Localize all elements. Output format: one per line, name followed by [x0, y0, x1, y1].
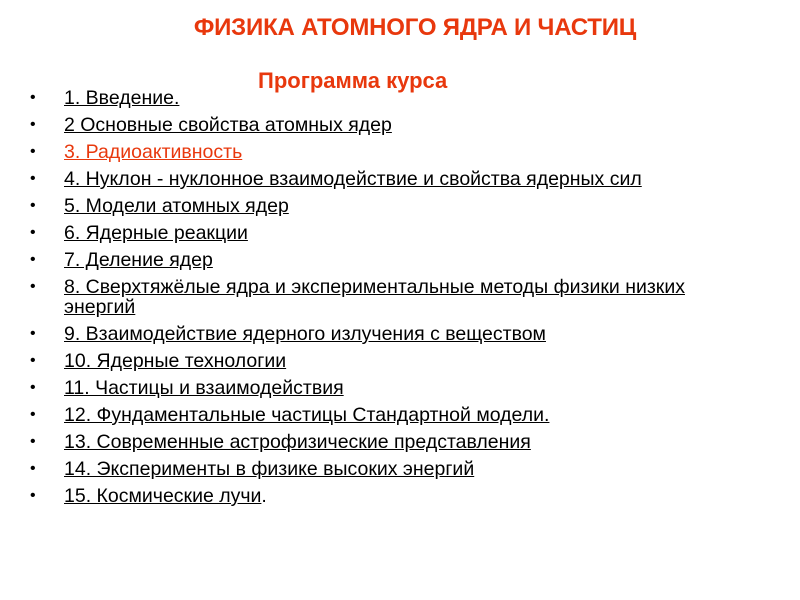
program-link-11[interactable]: 11. Частицы и взаимодействия	[64, 377, 344, 399]
program-link-8[interactable]: 8. Сверхтяжёлые ядра и экспериментальные методы физики низких энергий	[64, 276, 685, 318]
bullet-icon: •	[30, 224, 36, 241]
bullet-icon: •	[30, 460, 36, 477]
list-item	[26, 277, 758, 317]
program-link-4[interactable]: 4. Нуклон - нуклонное взаимодействие и свойства ядерных сил	[64, 168, 642, 190]
program-link-6[interactable]: 6. Ядерные реакции	[64, 222, 248, 244]
program-link-5[interactable]: 5. Модели атомных ядер	[64, 195, 289, 217]
bullet-icon: •	[30, 379, 36, 396]
list-item	[26, 169, 758, 189]
bullet-icon: •	[30, 487, 36, 504]
list-item	[26, 378, 758, 398]
list-item	[26, 115, 758, 135]
bullet-icon: •	[30, 197, 36, 214]
course-program-list	[26, 88, 758, 513]
program-link-3[interactable]: 3. Радиоактивность	[64, 141, 243, 163]
list-item	[26, 142, 758, 162]
list-item	[26, 351, 758, 371]
program-link-15[interactable]: 15. Космические лучи	[64, 485, 262, 507]
list-item	[26, 196, 758, 216]
bullet-icon: •	[30, 433, 36, 450]
list-item	[26, 324, 758, 344]
bullet-icon: •	[30, 325, 36, 342]
list-item	[26, 223, 758, 243]
program-link-12[interactable]: 12. Фундаментальные частицы Стандартной модели.	[64, 404, 550, 426]
program-link-7[interactable]: 7. Деление ядер	[64, 249, 213, 271]
list-item	[26, 459, 758, 479]
program-link-9[interactable]: 9. Взаимодействие ядерного излучения с веществом	[64, 323, 546, 345]
list-item	[26, 405, 758, 425]
bullet-icon: •	[30, 251, 36, 268]
program-link-13[interactable]: 13. Современные астрофизические представления	[64, 431, 531, 453]
bullet-icon: •	[30, 406, 36, 423]
list-item	[26, 250, 758, 270]
bullet-icon: •	[30, 89, 36, 106]
bullet-icon: •	[30, 278, 36, 295]
bullet-icon: •	[30, 116, 36, 133]
bullet-icon: •	[30, 352, 36, 369]
program-link-14[interactable]: 14. Эксперименты в физике высоких энергий	[64, 458, 475, 480]
program-link-1[interactable]: 1. Введение.	[64, 87, 180, 109]
page-title: ФИЗИКА АТОМНОГО ЯДРА И ЧАСТИЦ	[193, 14, 637, 41]
program-link-2[interactable]: 2 Основные свойства атомных ядер	[64, 114, 392, 136]
program-link-10[interactable]: 10. Ядерные технологии	[64, 350, 287, 372]
list-item	[26, 486, 758, 506]
list-item	[26, 432, 758, 452]
bullet-icon: •	[30, 143, 36, 160]
page-subtitle: Программа курса	[258, 68, 448, 93]
trailing-period: .	[261, 485, 267, 507]
list-item	[26, 88, 758, 108]
bullet-icon: •	[30, 170, 36, 187]
